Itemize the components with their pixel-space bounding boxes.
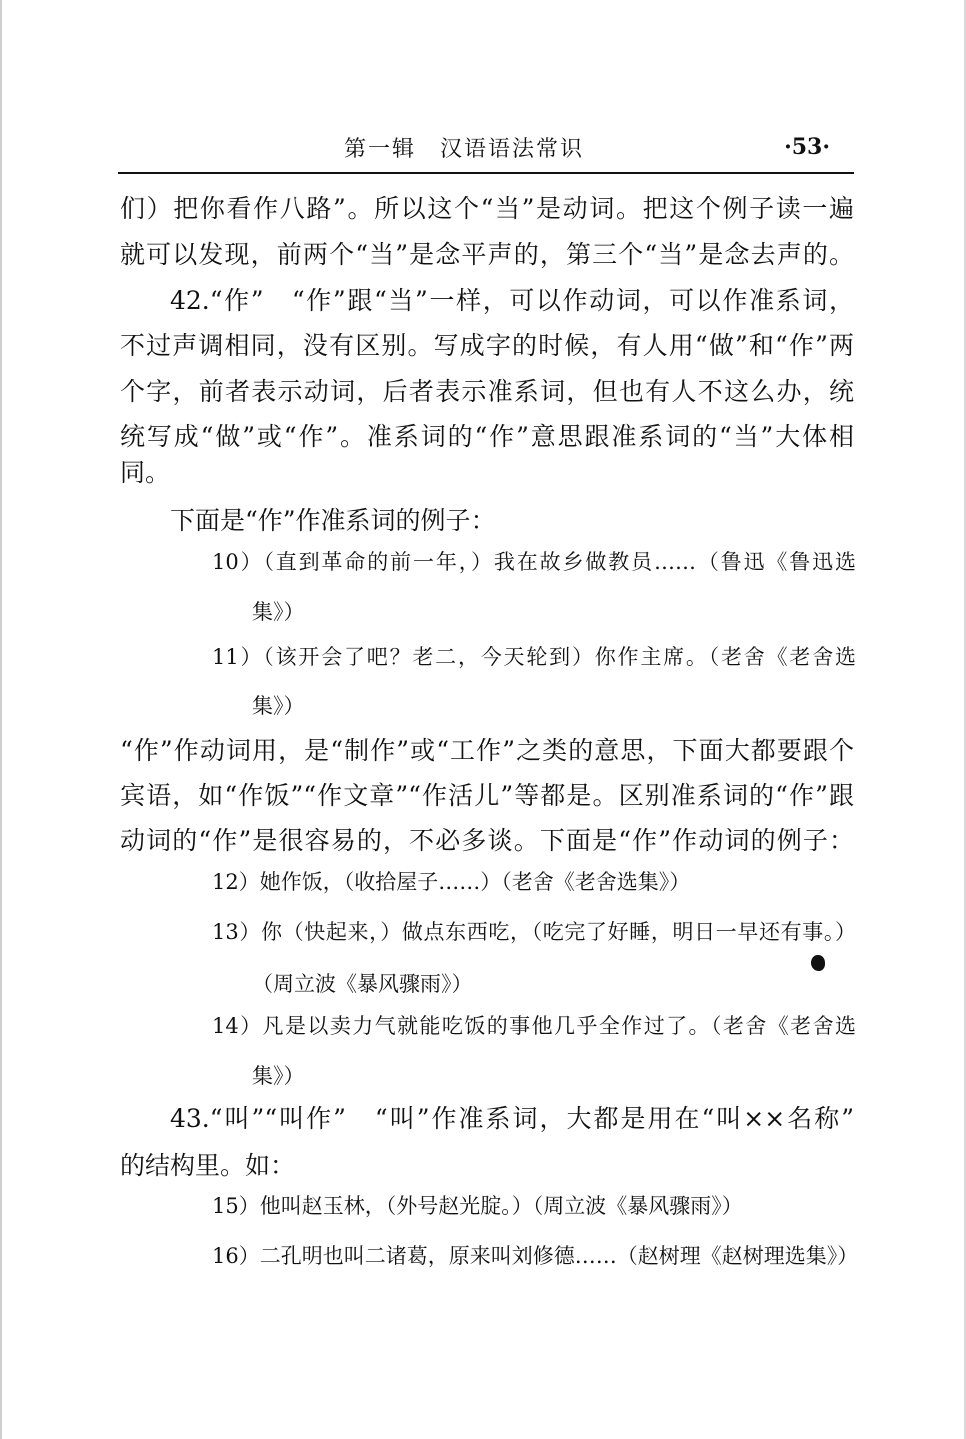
section-heading-43: 43.“叫”“叫作” “叫”作准系词，大都是用在“叫××名称” <box>170 1104 854 1133</box>
page-header <box>118 126 858 170</box>
example-14-cont: 集》） <box>252 1064 305 1088</box>
header-rule <box>118 172 854 174</box>
paragraph-line: 个字，前者表示动词，后者表示准系词，但也有人不这么办，统 <box>120 377 854 406</box>
paragraph-line: 动词的“作”是很容易的，不必多谈。下面是“作”作动词的例子： <box>120 826 854 855</box>
running-head: 第一辑 汉语语法常识 <box>344 137 585 162</box>
example-11-cont: 集》） <box>252 694 305 718</box>
example-15: 15）他叫赵玉林，（外号赵光腚。）（周立波《暴风骤雨》） <box>212 1194 743 1218</box>
example-14: 14）凡是以卖力气就能吃饭的事他几乎全作过了。（老舍《老舍选 <box>212 1014 856 1038</box>
example-12: 12）她作饭，（收拾屋子……）（老舍《老舍选集》） <box>212 870 691 894</box>
paragraph-line: 不过声调相同，没有区别。写成字的时候，有人用“做”和“作”两 <box>120 331 854 360</box>
paragraph-line: 就可以发现，前两个“当”是念平声的，第三个“当”是念去声的。 <box>120 240 854 269</box>
page-edge-shadow <box>0 0 2 1439</box>
example-16: 16）二孔明也叫二诸葛，原来叫刘修德……（赵树理《赵树理选集》） <box>212 1244 859 1268</box>
example-11: 11）（该开会了吧？老二，今天轮到）你作主席。（老舍《老舍选 <box>212 645 856 669</box>
paragraph-line: 下面是“作”作准系词的例子： <box>170 506 496 535</box>
paragraph-line: 的结构里。如： <box>120 1151 296 1180</box>
example-13: 13）你（快起来，）做点东西吃，（吃完了好睡，明日一早还有事。） <box>212 920 856 944</box>
example-10-cont: 集》） <box>252 600 305 624</box>
section-heading-42: 42.“作” “作”跟“当”一样，可以作动词，可以作准系词， <box>170 286 854 315</box>
paragraph-line: 统写成“做”或“作”。准系词的“作”意思跟准系词的“当”大体相 <box>120 422 854 451</box>
paragraph-line: “作”作动词用，是“制作”或“工作”之类的意思，下面大都要跟个 <box>120 736 854 765</box>
ink-blot <box>811 955 825 971</box>
page-number: ·53· <box>784 134 830 160</box>
example-10: 10）（直到革命的前一年，）我在故乡做教员……（鲁迅《鲁迅选 <box>212 550 856 574</box>
example-13-cont: （周立波《暴风骤雨》） <box>252 972 473 996</box>
paragraph-line: 宾语，如“作饭”“作文章”“作活儿”等都是。区别准系词的“作”跟 <box>120 781 854 810</box>
paragraph-line: 们）把你看作八路”。所以这个“当”是动词。把这个例子读一遍 <box>120 194 854 223</box>
paragraph-line: 同。 <box>120 458 171 487</box>
